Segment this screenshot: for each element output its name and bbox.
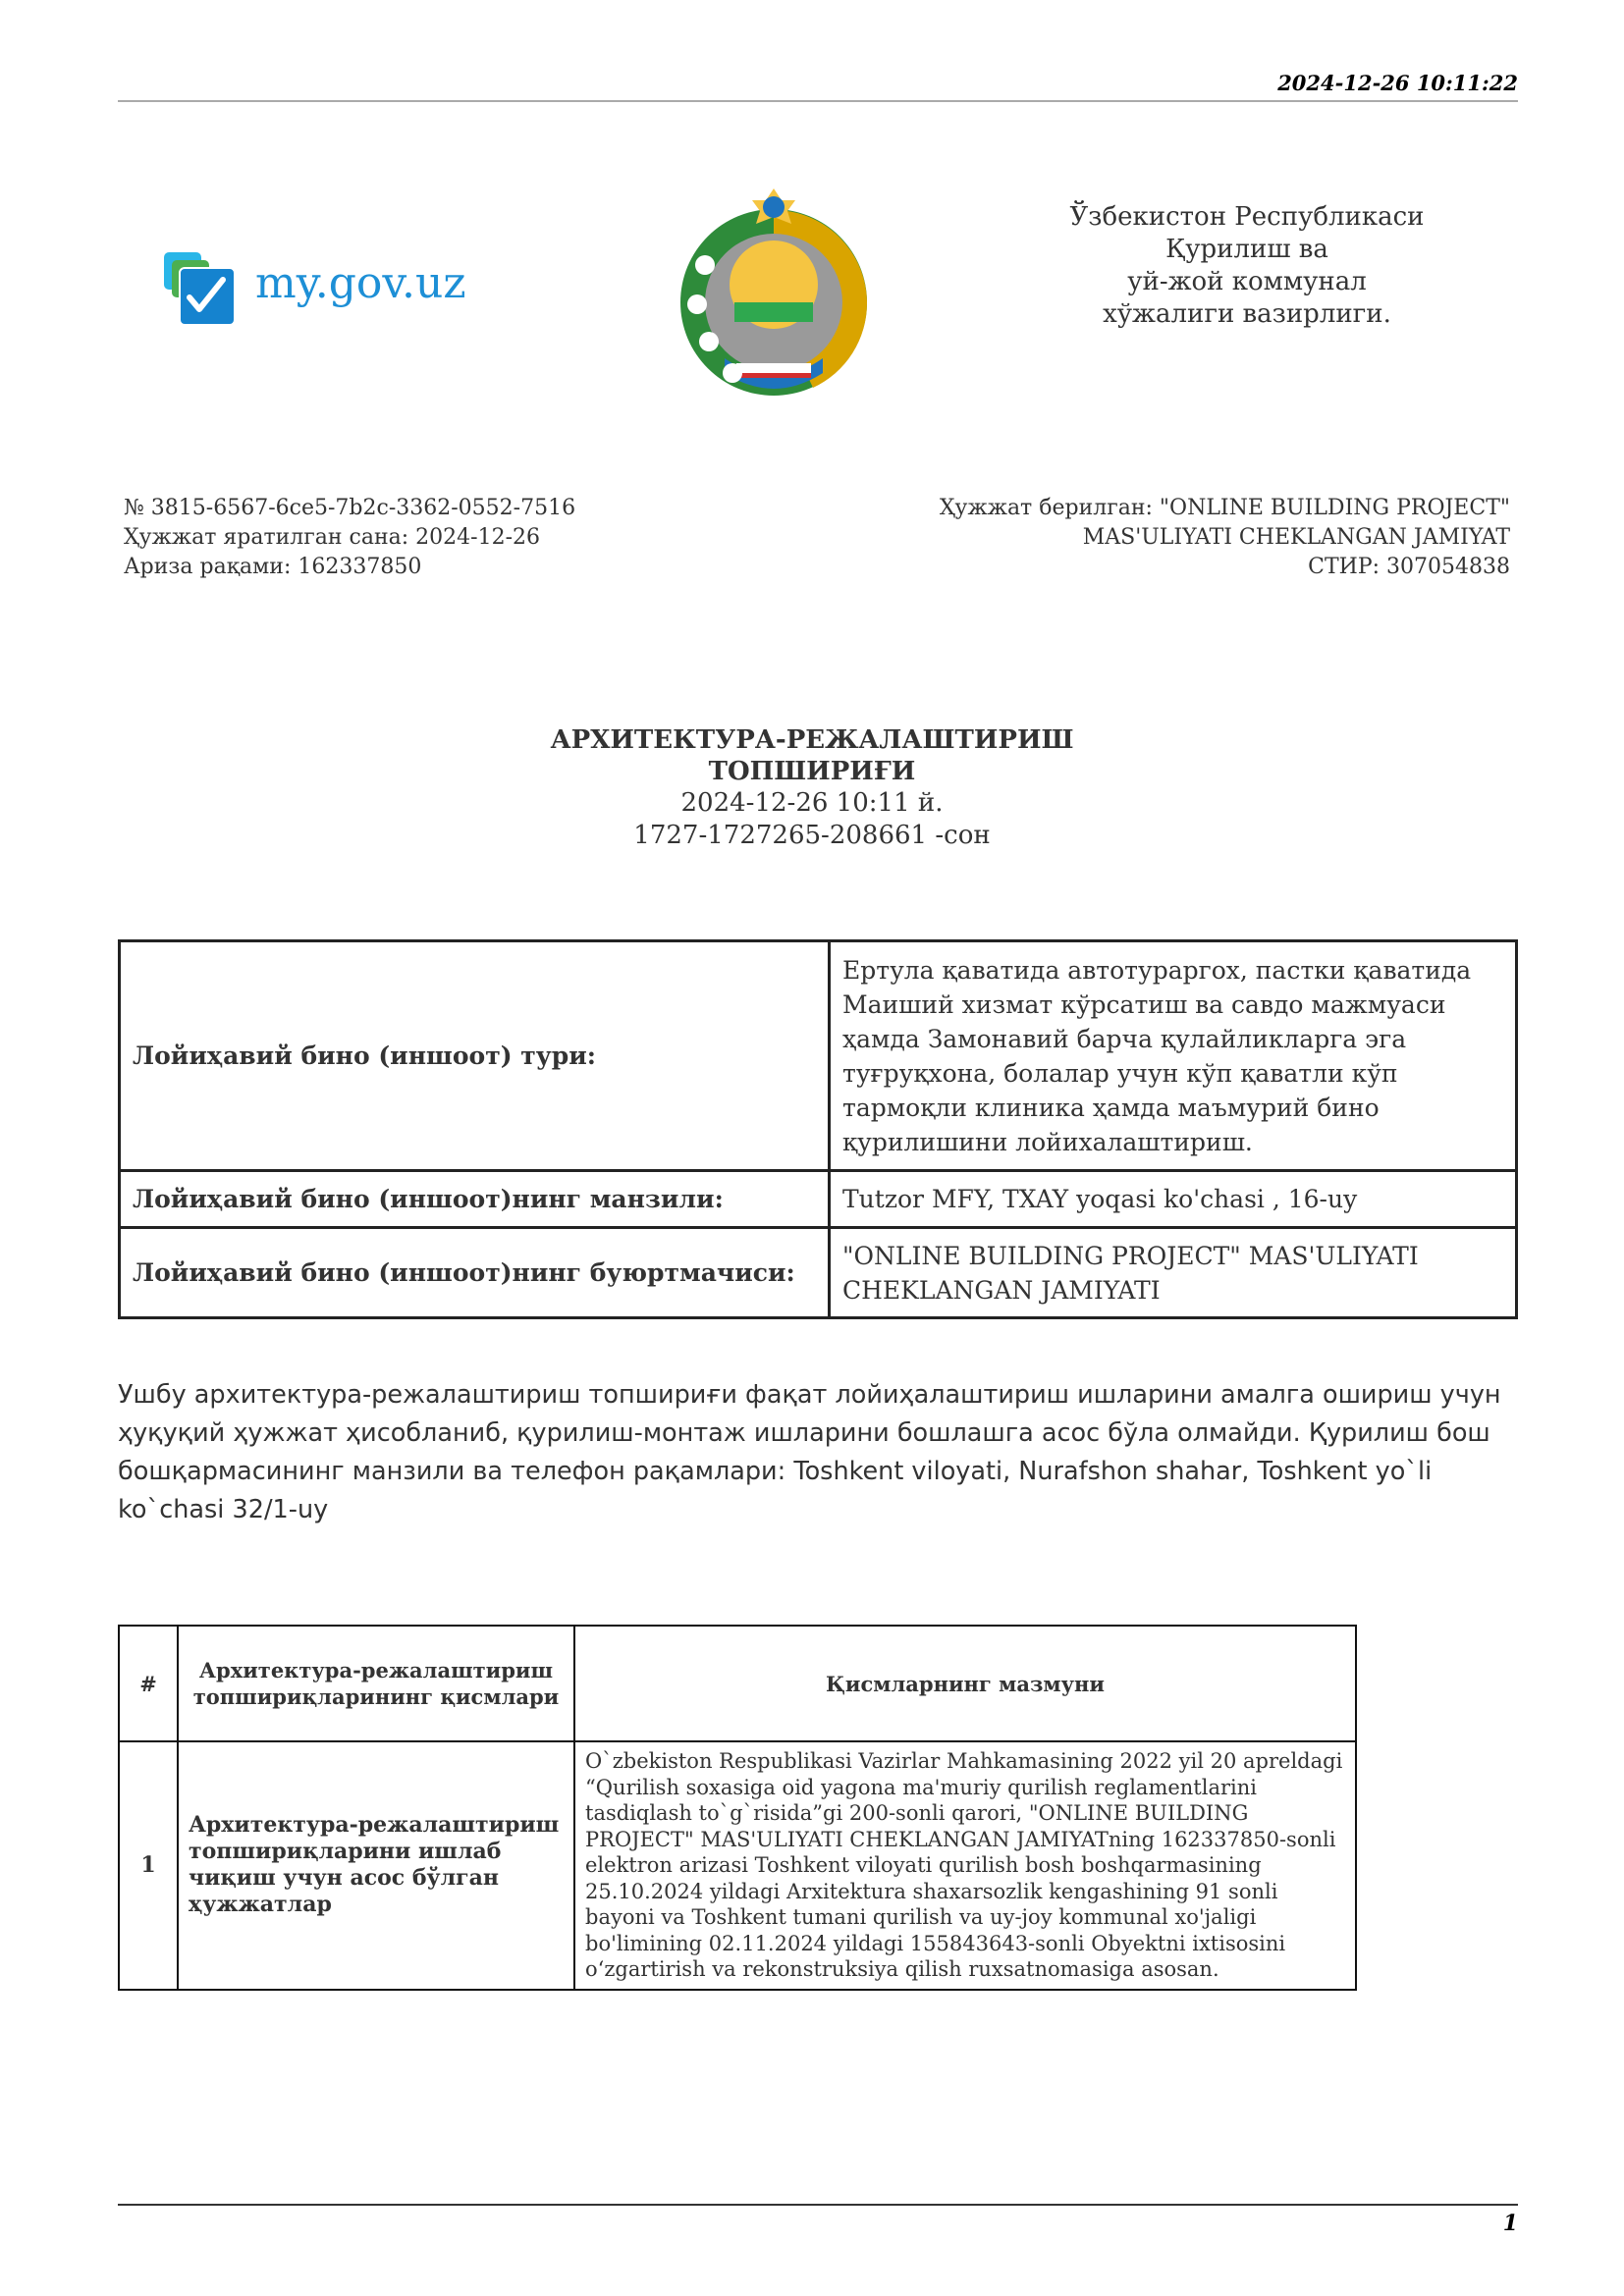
issued-to: Ҳужжат берилган: "ONLINE BUILDING PROJECT" [939,496,1510,520]
header-divider [118,100,1518,102]
document-title-line2: ТОПШИРИҒИ [708,757,916,786]
column-header-part: Архитектура-режалаштириш топшириқларининг қисмлари [178,1626,574,1741]
footer-divider [118,2204,1518,2206]
table-row [119,1741,1356,1990]
ministry-line: Қурилиш ва [1165,235,1328,264]
row-number: 1 [119,1741,178,1990]
ministry-line: Ўзбекистон Республикаси [1069,202,1425,232]
ministry-name [1041,201,1453,331]
document-meta-left [124,494,575,582]
document-number: № 3815-6567-6ce5-7b2c-3362-0552-7516 [124,496,576,520]
document-reg-number: 1727-1727265-208661 -сон [633,821,991,850]
logo-text: my.gov.uz [255,258,466,308]
mygov-checkbox-icon [162,250,250,329]
ministry-line: уй-жой коммунал [1127,267,1367,296]
column-header-content: Қисмларнинг мазмуни [574,1626,1356,1741]
ministry-line: хўжалиги вазирлиги. [1103,299,1391,329]
table-row [120,1228,1517,1318]
tin-number: СТИР: 307054838 [1308,555,1510,579]
page-number: 1 [1502,2211,1518,2236]
task-parts-table [118,1625,1357,1991]
table-header-row [119,1626,1356,1741]
document-meta-right [940,494,1510,582]
row-label: Лойиҳавий бино (иншоот) тури: [120,941,830,1171]
row-content: O`zbekiston Respublikasi Vazirlar Mahkamasining 2022 yil 20 apreldagi “Qurilish soxasiga oid yagona ma'muriy qurilish reglamentlarini tasdiqlash to`g`risida”gi 200-sonli qarori, "ONLINE BUILDING PROJECT" MAS'ULIYATI CHEKLANGAN JAMIYATning 162337850-sonli elektron arizasi Toshkent viloyati qurilish bosh boshqarmasining 25.10.2024 yildagi Arxitektura shaxarsozlik kengashining 91 sonli bayoni va Toshkent tumani qurilish va uy-joy kommunal xo'jaligi bo'limining 02.11.2024 yildagi 155843643-sonli Obyektni ixtisosini o‘zgartirish va rekonstruksiya qilish ruxsatnomasiga asosan. [574,1741,1356,1990]
row-part: Архитектура-режалаштириш топшириқларини ишлаб чиқиш учун асос бўлган ҳужжатлар [178,1741,574,1990]
document-title: АРХИТЕКТУРА-РЕЖАЛАШТИРИШ [550,725,1074,755]
row-label: Лойиҳавий бино (иншоот)нинг буюртмачиси: [120,1228,830,1318]
document-datetime: 2024-12-26 10:11 й. [680,788,944,818]
created-date: Ҳужжат яратилган сана: 2024-12-26 [124,525,541,550]
table-row [120,1171,1517,1228]
table-row [120,941,1517,1171]
issued-to-company: MAS'ULIYATI CHEKLANGAN JAMIYAT [1082,525,1510,550]
state-emblem-icon [666,187,882,402]
row-value: Ертула қаватида автотураргох, пастки қаватида Маиший хизмат кўрсатиш ва савдо мажмуаси ҳамда Замонавий барча қулайликларга эга туғруқхона, болалар учун кўп қаватли кўп тармоқли клиника ҳамда маъмурий бино қурилишини лойихалаштириш. [830,941,1517,1171]
project-info-table [118,939,1518,1319]
row-value: "ONLINE BUILDING PROJECT" MAS'ULIYATI CHEKLANGAN JAMIYATI [830,1228,1517,1318]
application-number: Ариза рақами: 162337850 [124,555,422,579]
legal-notice: Ушбу архитектура-режалаштириш топшириғи фақат лойиҳалаштириш ишларини амалга ошириш учун ҳуқуқий ҳужжат ҳисобланиб, қурилиш-монтаж ишларини бошлашга асос бўла олмайди. Қурилиш бош бошқармасининг манзили ва телефон рақамлари: Toshkent viloyati, Nurafshon shahar, Toshkent yo`li ko`chasi 32/1-uy [118,1380,1501,1524]
print-timestamp: 2024-12-26 10:11:22 [1277,71,1518,95]
row-value: Tutzor MFY, TXAY yoqasi ko'chasi , 16-uy [830,1171,1517,1228]
column-header-number: # [119,1626,178,1741]
mygov-logo [162,250,486,329]
row-label: Лойиҳавий бино (иншоот)нинг манзили: [120,1171,830,1228]
document-title-block [0,724,1624,852]
